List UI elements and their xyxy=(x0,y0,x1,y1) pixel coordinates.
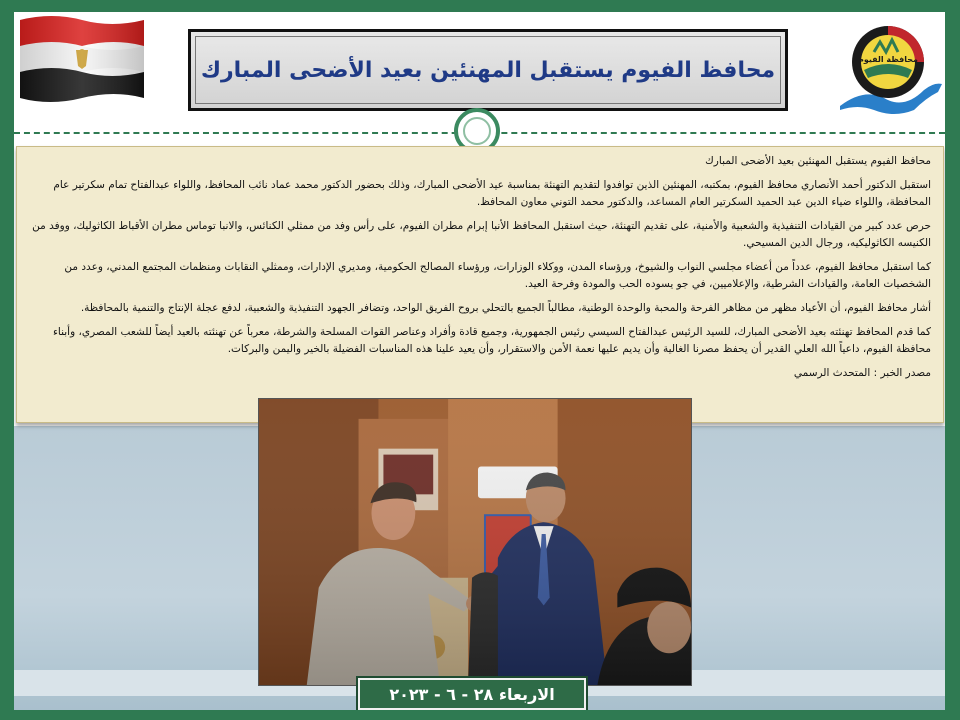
article-paragraph: استقبل الدكتور أحمد الأنصاري محافظ الفيوم، بمكتبه، المهنئين الذين توافدوا لتقديم التهنئة بمناسبة عيد الأضحى المبارك، وذلك بحضور الدكتور محمد عماد نائب المحافظ، واللواء عبدالفتاح تمام سكرتير عام المحافظة، واللواء ضياء الدين عبد الحميد السكرتير العام المساعد، والدكتور محمد التوني معاون المحافظ. xyxy=(53,179,931,208)
article-paragraph: حرص عدد كبير من القيادات التنفيذية والشعبية والأمنية، على تقديم التهنئة، حيث استقبل المحافظ الأنبا إبرام مطران الفيوم، على رأس وفد من ممثلي الكنائس، والانبا توماس مطران الأقباط الكاثوليك، ووفد من الكنيسه الكاثوليكيه، ورجال الدين المسيحي. xyxy=(32,220,931,249)
date-badge xyxy=(358,678,586,710)
article-headline: محافظ الفيوم يستقبل المهنئين بعيد الأضحى المبارك xyxy=(705,155,931,167)
article-paragraph: كما قدم المحافظ تهنئته بعيد الأضحى المبارك، للسيد الرئيس عبدالفتاح السيسي رئيس الجمهورية، وجميع قادة وأفراد وعناصر القوات المسلحة والشرطة، معرباً عن تهنئته بالعيد أيضاً للشعب المصري، وأبناء محافظة الفيوم، داعياً الله العلي القدير أن يحفظ مصرنا الغالية وأن يديم عليها نعمة الأمن والاستقرار، وأن يعيد علينا هذه المناسبات الفضيلة بالخير واليمن والبركات. xyxy=(52,326,931,355)
article-paragraph: أشار محافظ الفيوم، أن الأعياد مظهر من مظاهر الفرحة والمحبة والوحدة الوطنية، مطالباً الجميع بالتحلي بروح الفريق الواحد، وتضافر الجهود التنفيذية والشعبية، لدفع عجلة الإنتاج والتنمية بالمحافظة. xyxy=(80,302,931,314)
egypt-flag-icon xyxy=(18,12,146,102)
article-box xyxy=(16,146,944,423)
date-text: الاربعاء ٢٨ - ٦ - ٢٠٢٣ xyxy=(389,684,555,704)
title-box xyxy=(188,29,788,111)
article-paragraph: كما استقبل محافظ الفيوم، عدداً من أعضاء مجلسي النواب والشيوخ، ورؤساء المدن، ووكلاء الوزارات، ورؤساء المصالح الحكومية، ومديري الإدارات، وممثلي النقابات ومنظمات المجتمع المدني، وعدد من الشخصيات العامة، والقيادات الشرطية، والإعلاميين، في جو يسوده الحب والمودة وفرحة العيد. xyxy=(64,261,931,290)
logo-text: محافظة الفيوم xyxy=(857,55,919,64)
event-photo xyxy=(258,398,692,686)
article-source: مصدر الخبر : المتحدث الرسمي xyxy=(793,367,931,379)
page-title: محافظ الفيوم يستقبل المهنئين بعيد الأضحى المبارك xyxy=(200,57,776,83)
fayoum-governorate-logo-icon xyxy=(834,18,945,118)
slide xyxy=(14,12,945,710)
